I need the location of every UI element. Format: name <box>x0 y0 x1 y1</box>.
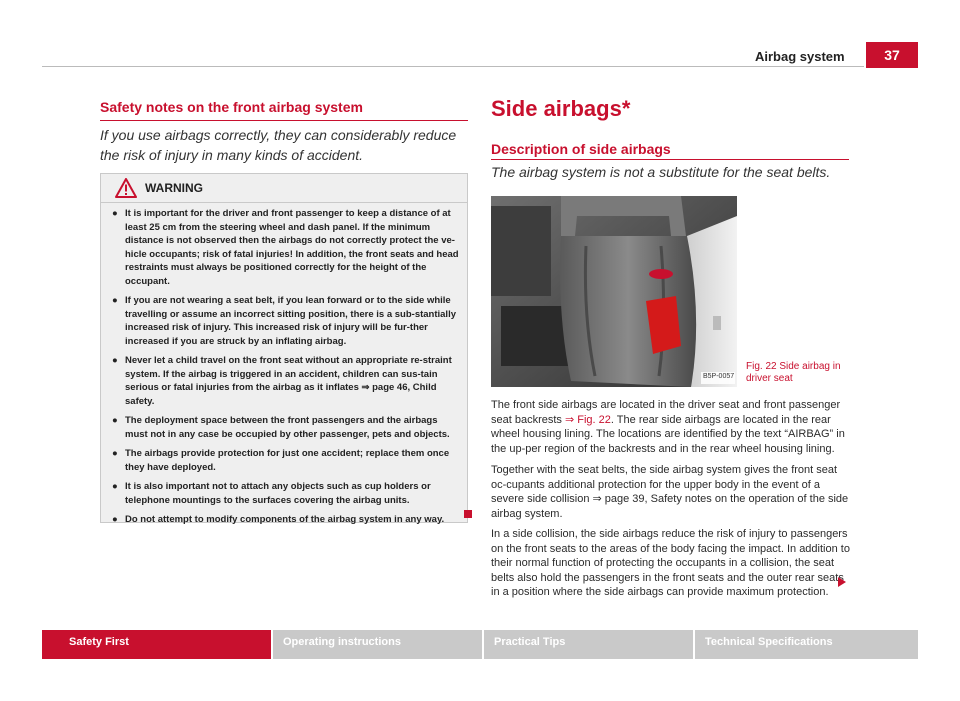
warning-item: ● It is important for the driver and front passenger to keep a distance of at least 25 cm from the steering wheel and dash panel. If the minimum distance is not observed then the airbags do not correctly protect the ve-hicle occupants; risk of fatal injuries! In addition, the front seats and head restraints must always be positioned correctly for the height of the occupant. <box>112 208 459 287</box>
warning-triangle-icon <box>115 178 137 198</box>
warning-item: ● If you are not wearing a seat belt, if you lean forward or to the side while travelling or assume an incorrect sitting position, there is a sub-stantially increased risk of injury. This increased risk of injury will be fur-ther increased if you are struck by an inflating airbag. <box>112 295 456 347</box>
page-number: 37 <box>866 42 918 68</box>
body-paragraph-3: In a side collision, the side airbags reduce the risk of injury to passengers on the front seats to the areas of the body facing the impact. In addition to their normal function of protecting the occupants in a collision, the seat belts also hold the passengers in the front seats and the outer rear seats in a position where the side airbags can provide maximum protection. <box>491 528 850 598</box>
warning-list <box>111 207 461 533</box>
tab-technical-specifications[interactable]: Technical Specifications <box>695 630 918 659</box>
body-paragraph-1: The front side airbags are located in the driver seat and front passenger seat backrests ⇒ Fig. 22. The rear side airbags are located in the rear wheel housing lining. The locations are identified by the text “AIRBAG” in the up-per region of the backrests and in the rear wheel housing lining. <box>491 399 845 455</box>
warning-separator <box>101 202 467 203</box>
warning-header <box>101 174 467 202</box>
section-title: Safety notes on the front airbag system <box>100 99 363 115</box>
figure-code: B5P-0057 <box>703 373 735 380</box>
body-paragraph-2: Together with the seat belts, the side airbag system gives the front seat oc-cupants additional protection for the upper body in the event of a severe side collision ⇒ page 39, Safety notes on the operation of the side airbag system. <box>491 464 849 520</box>
section-rule <box>100 120 468 121</box>
figure-caption: Fig. 22 Side airbag in driver seat <box>746 361 841 384</box>
figure-link[interactable]: ⇒ Fig. 22 <box>564 413 611 426</box>
warning-item: ● It is also important not to attach any objects such as cup holders or telephone mountings to the surfaces covering the airbag units. <box>112 481 431 506</box>
continue-arrow-icon <box>838 577 846 587</box>
side-airbag-photo <box>491 196 737 387</box>
chapter-title: Side airbags* <box>491 96 631 121</box>
warning-item: ● Do not attempt to modify components of the airbag system in any way. <box>112 514 445 525</box>
tab-practical-tips[interactable]: Practical Tips <box>484 630 693 659</box>
warning-box <box>100 173 468 523</box>
section-end-marker <box>464 510 472 518</box>
subsection-intro: The airbag system is not a substitute for the seat belts. <box>491 164 831 180</box>
tab-operating-instructions[interactable]: Operating instructions <box>273 630 482 659</box>
warning-item: ● Never let a child travel on the front seat without an appropriate re-straint system. If the airbag is triggered in an accident, children can sus-tain serious or fatal injuries from the airbag as it inflates ⇒ page 46, Child safety. <box>112 355 452 407</box>
seat-illustration <box>491 196 737 387</box>
running-header-title: Airbag system <box>755 49 845 64</box>
warning-item: ● The deployment space between the front passengers and the airbags must not in any case be occupied by other passenger, pets and objects. <box>112 415 450 440</box>
subsection-title: Description of side airbags <box>491 141 671 157</box>
tab-safety-first[interactable]: Safety First <box>42 630 271 659</box>
footer-nav <box>42 630 918 659</box>
warning-item: ● The airbags provide protection for just one accident; replace them once they have deployed. <box>112 448 450 473</box>
warning-label: WARNING <box>145 181 203 195</box>
section-intro: If you use airbags correctly, they can considerably reduce the risk of injury in many kinds of accident. <box>100 127 457 163</box>
subsection-rule <box>491 159 849 160</box>
header-rule <box>42 66 864 67</box>
